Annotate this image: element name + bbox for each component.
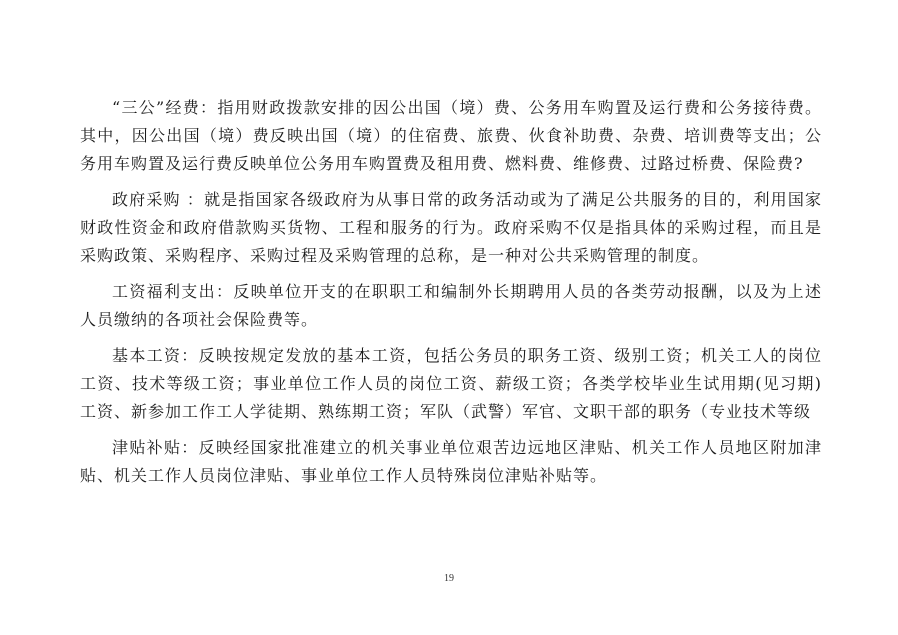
document-body (80, 94, 822, 498)
paragraph-wages-welfare: 工资福利支出：反映单位开支的在职职工和编制外长期聘用人员的各类劳动报酬，以及为上述人员缴纳的各项社会保险费等。 (80, 282, 822, 329)
paragraph-allowances-subsidies: 津贴补贴：反映经国家批准建立的机关事业单位艰苦边远地区津贴、机关工作人员地区附加津贴、机关工作人员岗位津贴、事业单位工作人员特殊岗位津贴补贴等。 (80, 438, 822, 485)
paragraph-three-public-expenses: “三公”经费：指用财政拨款安排的因公出国（境）费、公务用车购置及运行费和公务接待费。其中，因公出国（境）费反映出国（境）的住宿费、旅费、伙食补助费、杂费、培训费等支出；公务用车购置及运行费反映单位公务用车购置费及租用费、燃料费、维修费、过路过桥费、保险费? (80, 98, 822, 173)
paragraph-basic-wages: 基本工资：反映按规定发放的基本工资，包括公务员的职务工资、级别工资；机关工人的岗位工资、技术等级工资；事业单位工作人员的岗位工资、薪级工资；各类学校毕业生试用期(见习期)工资、新参加工作工人学徒期、熟练期工资；军队（武警）军官、文职干部的职务（专业技术等级 (80, 346, 822, 421)
paragraph-government-procurement: 政府采购 ：就是指国家各级政府为从事日常的政务活动或为了满足公共服务的目的，利用国家财政性资金和政府借款购买货物、工程和服务的行为。政府采购不仅是指具体的采购过程，而且是采购政策、采购程序、采购过程及采购管理的总称，是一种对公共采购管理的制度。 (80, 190, 822, 265)
page-number: 19 (444, 573, 454, 584)
